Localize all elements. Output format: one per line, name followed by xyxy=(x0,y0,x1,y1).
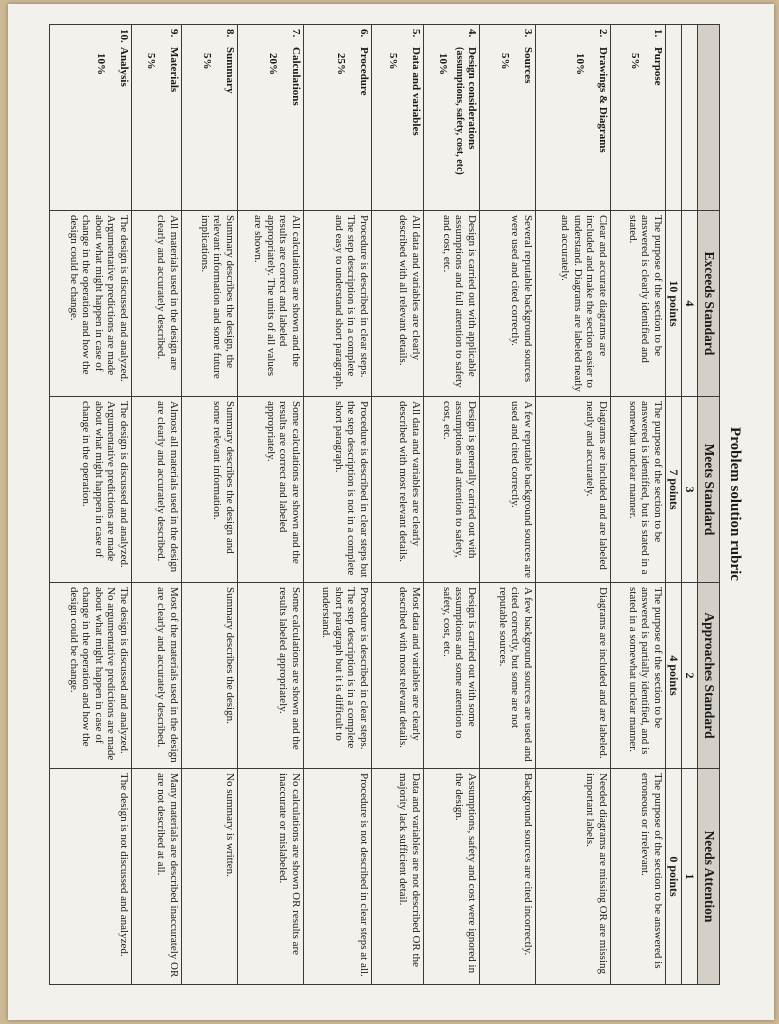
rubric-cell: Most data and variables are clearly described with most relevant details. xyxy=(372,583,424,769)
rubric-table xyxy=(49,24,720,985)
criterion-weight: 10% xyxy=(437,53,449,75)
rubric-cell: Procedure is described in clear steps. The step description is in a complete and easy to understand short paragraph. xyxy=(304,211,372,397)
rubric-cell: The purpose of the section to be answered is partially identified, and is stated in a somewhat unclear manner. xyxy=(611,583,666,769)
criterion-name: Sources xyxy=(522,47,534,84)
rubric-cell: All calculations are shown and the results are correct and labeled appropriately. The units of all values are shown. xyxy=(238,211,304,397)
rubric-cell: Needed diagrams are missing OR are missing important labels. xyxy=(536,769,611,985)
rubric-cell: Diagrams are included and are labeled neatly and accurately. xyxy=(536,397,611,583)
criterion-cell xyxy=(304,25,372,211)
rubric-cell: Procedure is described in clear steps but the step description is not in a complete short paragraph. xyxy=(304,397,372,583)
header-points: 4 points xyxy=(666,583,682,769)
rubric-cell: Design is carried out with some assumptions and some attention to safety, cost, etc. xyxy=(424,583,480,769)
header-points: 7 points xyxy=(666,397,682,583)
rubric-cell: All data and variables are clearly described with most relevant details. xyxy=(372,397,424,583)
criterion-note: (assumptions, safety, cost, etc) xyxy=(454,47,466,175)
table-row xyxy=(611,25,666,985)
criterion-name: Data and variables xyxy=(410,47,422,136)
header-level: Exceeds Standard xyxy=(698,211,720,397)
rubric-cell: No calculations are shown OR results are inaccurate or mislabeled. xyxy=(238,769,304,985)
header-level: Approaches Standard xyxy=(698,583,720,769)
criterion-number: 2. xyxy=(597,29,609,38)
criterion-cell xyxy=(424,25,480,211)
criterion-weight: 25% xyxy=(335,53,348,75)
criterion-weight: 10% xyxy=(574,53,587,75)
table-row xyxy=(304,25,372,985)
rubric-cell: Procedure is not described in clear steps at all. xyxy=(304,769,372,985)
header-score: 2 xyxy=(682,583,698,769)
criterion-name: Materials xyxy=(168,47,180,93)
rubric-cell: Assumptions, safety and cost were ignored in the design. xyxy=(424,769,480,985)
header-score: 3 xyxy=(682,397,698,583)
criterion-name: Analysis xyxy=(118,47,130,87)
rubric-cell: Summary describes the design, the relevant information and some future implications. xyxy=(182,211,238,397)
criterion-weight: 5% xyxy=(387,53,400,70)
rubric-cell: Almost all materials used in the design are clearly and accurately described. xyxy=(132,397,182,583)
rubric-cell: Data and variables are not described OR the majority lack sufficient detail. xyxy=(372,769,424,985)
rubric-cell: Some calculations are shown and the results are correct and labeled appropriately. xyxy=(238,397,304,583)
paper-sheet xyxy=(8,4,774,1020)
table-row xyxy=(238,25,304,985)
rubric-cell: Design is carried out with applicable assumptions and full attention to safety and cost, etc. xyxy=(424,211,480,397)
rubric-cell: The purpose of the section to be answered is identified, but is stated in a somewhat unclear manner. xyxy=(611,397,666,583)
rubric-cell: Several reputable background sources were used and cited correctly. xyxy=(480,211,536,397)
header-corner xyxy=(698,25,720,211)
rubric-cell: Clear and accurate diagrams are included and make the section easier to understand. Diagrams are labeled neatly and accurately. xyxy=(536,211,611,397)
header-points-row xyxy=(666,25,682,985)
rotated-rubric xyxy=(50,24,750,984)
rubric-cell: A few background sources are used and cited correctly, but some are not reputable sources. xyxy=(480,583,536,769)
page-title: Problem solution rubric xyxy=(727,427,743,581)
criterion-cell xyxy=(50,25,132,211)
rubric-cell: All materials used in the design are clearly and accurately described. xyxy=(132,211,182,397)
criterion-weight: 20% xyxy=(267,53,280,75)
criterion-name: Procedure xyxy=(358,47,370,96)
criterion-number: 6. xyxy=(358,29,370,38)
rubric-cell: Diagrams are included and are labeled. xyxy=(536,583,611,769)
rubric-cell: Design is generally carried out with assumptions and attention to safety, cost, etc. xyxy=(424,397,480,583)
criterion-cell xyxy=(182,25,238,211)
criterion-name: Calculations xyxy=(290,47,302,106)
rubric-cell: Most of the materials used in the design are clearly and accurately described. xyxy=(132,583,182,769)
criterion-number: 8. xyxy=(224,29,236,38)
criterion-weight: 5% xyxy=(629,53,642,70)
table-row xyxy=(536,25,611,985)
criterion-weight: 5% xyxy=(499,53,512,70)
rubric-cell: Summary describes the design and some relevant information. xyxy=(182,397,238,583)
header-points: 10 points xyxy=(666,211,682,397)
header-levels-row xyxy=(698,25,720,985)
rubric-cell: The design is discussed and analyzed. No argumentative predictions are made about what might happen in case of change in the operation and how the design could be change. xyxy=(50,583,132,769)
criterion-number: 4. xyxy=(466,29,478,38)
criterion-number: 7. xyxy=(290,29,302,38)
criterion-weight: 10% xyxy=(95,53,108,75)
criterion-name: Drawings & Diagrams xyxy=(597,47,609,153)
header-blank xyxy=(666,25,682,211)
table-row xyxy=(132,25,182,985)
header-points: 0 points xyxy=(666,769,682,985)
table-row xyxy=(182,25,238,985)
criterion-weight: 5% xyxy=(145,53,158,70)
rubric-cell: Procedure is described in clear steps. The step description is in a complete short paragraph but it is difficult to understand. xyxy=(304,583,372,769)
rubric-cell: A few reputable background sources are used and cited correctly. xyxy=(480,397,536,583)
criterion-cell xyxy=(372,25,424,211)
rubric-cell: The purpose of the section to be answered is erroneous or irrelevant. xyxy=(611,769,666,985)
rubric-cell: Some calculations are shown and the results labeled appropriately. xyxy=(238,583,304,769)
rubric-cell: All data and variables are clearly described with all relevant details. xyxy=(372,211,424,397)
header-score: 4 xyxy=(682,211,698,397)
criterion-cell xyxy=(480,25,536,211)
rubric-cell: The design is discussed and analyzed. Argumentative predictions are made about what might happen in case of change in the operation. xyxy=(50,397,132,583)
rubric-cell: The design is not discussed and analyzed. xyxy=(50,769,132,985)
criterion-number: 5. xyxy=(410,29,422,38)
criterion-cell xyxy=(238,25,304,211)
header-scores-row xyxy=(682,25,698,985)
criterion-cell xyxy=(611,25,666,211)
header-blank xyxy=(682,25,698,211)
table-row xyxy=(50,25,132,985)
table-row xyxy=(372,25,424,985)
table-row xyxy=(480,25,536,985)
criterion-name: Summary xyxy=(224,47,236,94)
criterion-number: 3. xyxy=(522,29,534,38)
rubric-cell: The design is discussed and analyzed. Argumentative predictions are made about what might happen in case of change in the operation and how the design could be change. xyxy=(50,211,132,397)
rubric-cell: Summary describes the design. xyxy=(182,583,238,769)
criterion-name: Design considerations xyxy=(466,47,478,150)
rubric-cell: Background sources are cited incorrectly. xyxy=(480,769,536,985)
criterion-name: Purpose xyxy=(652,47,664,86)
table-row xyxy=(424,25,480,985)
header-level: Meets Standard xyxy=(698,397,720,583)
rubric-cell: The purpose of the section to be answered is clearly identified and stated. xyxy=(611,211,666,397)
rubric-cell: Many materials are described inaccurately OR are not described at all. xyxy=(132,769,182,985)
criterion-cell xyxy=(132,25,182,211)
criterion-number: 1. xyxy=(652,29,664,38)
criterion-number: 9. xyxy=(168,29,180,38)
header-level: Needs Attention xyxy=(698,769,720,985)
criterion-cell xyxy=(536,25,611,211)
criterion-weight: 5% xyxy=(201,53,214,70)
header-score: 1 xyxy=(682,769,698,985)
criterion-number: 10. xyxy=(118,29,130,43)
rubric-cell: No summary is written. xyxy=(182,769,238,985)
